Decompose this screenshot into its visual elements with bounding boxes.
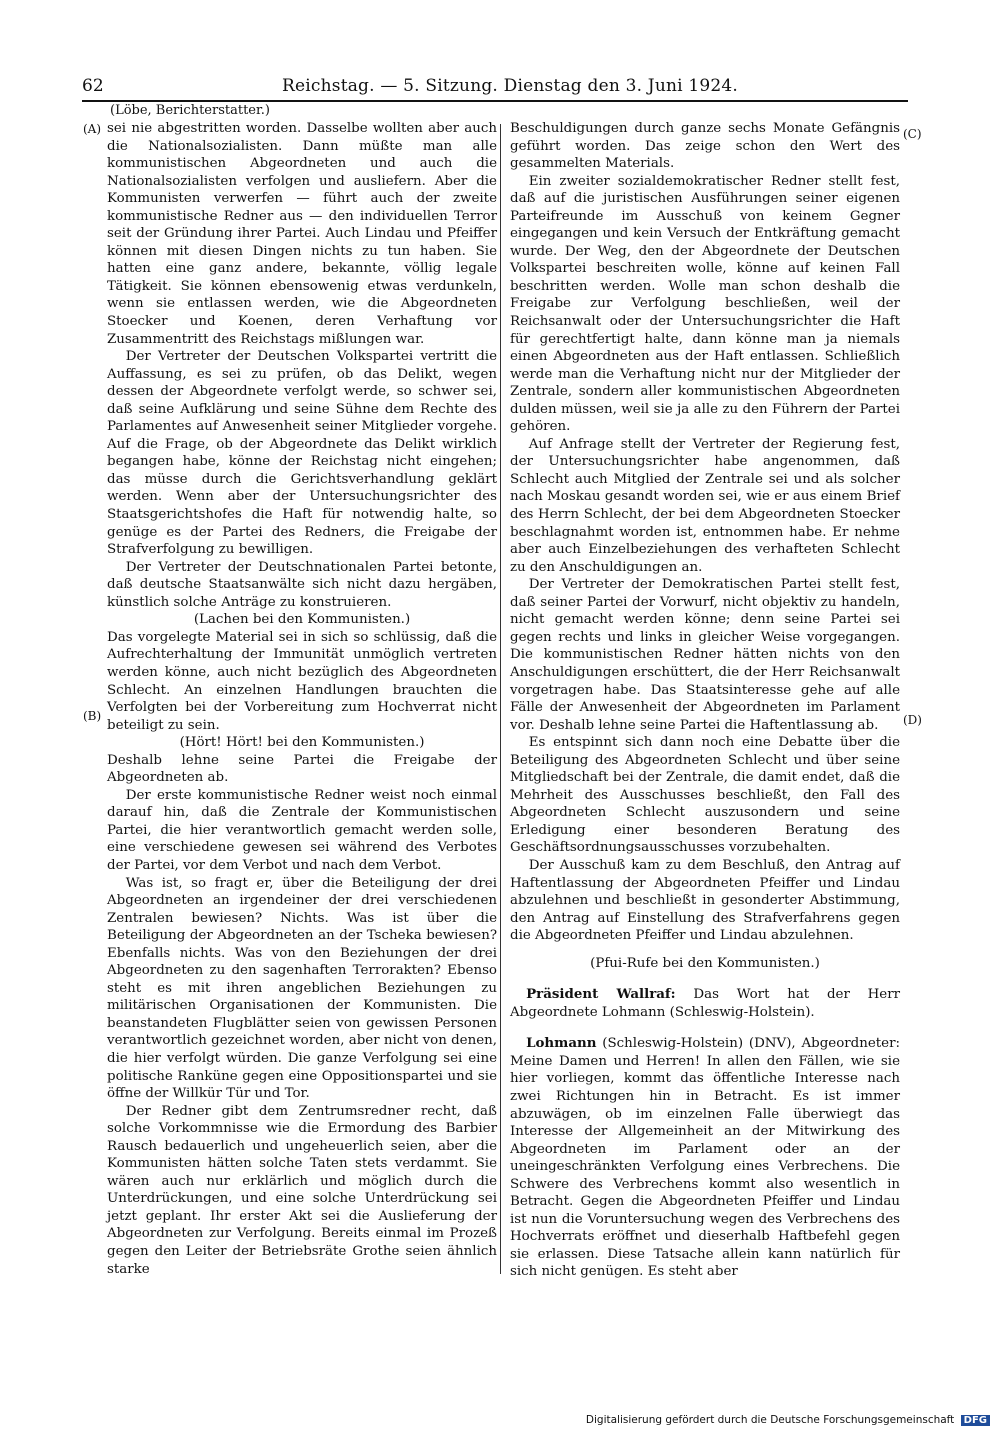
speaker-name: Lohmann xyxy=(526,1035,597,1052)
margin-marker-d: (D) xyxy=(903,713,922,727)
interjection: (Lachen bei den Kommunisten.) xyxy=(193,612,411,628)
paragraph: Der Ausschuß kam zu dem Beschluß, den Antrag auf Haftentlassung der Abgeordneten Pfeiffer und Lindau abzulehnen und beschließt in gesonderter Abstimmung, den Antrag auf Einstellung des Strafverfahrens gegen die Abgeordneten Pfeiffer und Lindau abzulehnen. xyxy=(510,857,900,944)
paragraph: Der Vertreter der Deutschnationalen Partei betonte, daß deutsche Staatsanwälte sich nicht dazu hergäben, künstlich solche Anträge zu konstruieren. xyxy=(107,559,497,610)
paragraph: Deshalb lehne seine Partei die Freigabe der Abgeordneten ab. xyxy=(107,752,497,786)
page-header xyxy=(82,76,908,100)
right-column xyxy=(510,120,900,1281)
speech-text: (Schleswig-Holstein) (DNV), Abgeordneter: Meine Damen und Herren! In allen den Fällen, wie sie hier vorliegen, kommt das öffentliche Interesse nach zwei Richtungen hin in Betracht. Es ist immer abzuwägen, ob im einzelnen Falle überwiegt das Interesse der Allgemeinheit an der Mitwirkung des Abgeordneten im Parlament oder an der uneingeschränkten Verfolgung eines Verbrechens. Die Schwere des Verbrechens kommt also wesentlich in Betracht. Gegen die Abgeordneten Pfeiffer und Lindau ist nun die Voruntersuchung wegen des Verbrechens des Hochverrats eröffnet und dieserhalb Haftbefehl gegen sie erlassen. Diese Tatsache allein kann natürlich für sich nicht genügen. Es steht aber xyxy=(510,1036,900,1280)
margin-marker-c: (C) xyxy=(903,127,922,141)
speech-start xyxy=(510,1035,900,1281)
paragraph: Der Redner gibt dem Zentrumsredner recht, daß solche Vorkommnisse wie die Ermordung des Barbier Rausch bedauerlich und ungeheuerlich seien, aber die Kommunisten hätten solche Taten stets verdammt. Sie wären auch nur erklärlich und möglich durch die Unterdrückungen, und eine solche Unterdrückung sei jetzt geplant. Ihr erster Akt sei die Auslieferung der Abgeordneten zur Verfolgung. Bereits einmal im Prozeß gegen den Leiter der Betriebsräte Grothe seien ähnlich starke xyxy=(107,1103,497,1277)
president-name: Präsident Wallraf: xyxy=(526,986,676,1003)
interjection: (Hört! Hört! bei den Kommunisten.) xyxy=(179,735,425,751)
paragraph: Was ist, so fragt er, über die Beteiligung der drei Abgeordneten an irgendeiner der drei verschiedenen Zentralen bewiesen? Nichts. Was ist über die Beteiligung der Abgeordneten an der Tscheka bewiesen? Ebenfalls nichts. Was von den Beziehungen der drei Abgeordneten zu den sagenhaften Terrorakten? Ebenso steht es mit ihren angeblichen Beziehungen zu militärischen Organisationen der Kommunisten. Die beanstandeten Flugblätter seien von gewissen Personen verantwortlich gezeichnet worden, aber nicht von denen, die hier verfolgt würden. Die ganze Verfolgung sei eine politische Ranküne gegen eine Oppositionspartei und sie öffne der Willkür Tür und Tor. xyxy=(107,875,497,1102)
paragraph: Auf Anfrage stellt der Vertreter der Regierung fest, der Untersuchungsrichter habe angenommen, daß Schlecht auch Mitglied der Zentrale sei und als solcher nach Moskau gesandt worden sei, wie er aus einem Brief des Herrn Schlecht, der bei dem Abgeordneten Stoecker beschlagnahmt worden ist, entnommen habe. Er nehme aber auch Einzelbeziehungen des verhafteten Schlecht zu den Anschuldigungen an. xyxy=(510,436,900,575)
paragraph: Der erste kommunistische Redner weist noch einmal darauf hin, daß die Zentrale der Kommunistischen Partei, die hier verantwortlich gemacht werden solle, eine verschiedene gewesen sei während des Verbotes der Partei, vor dem Verbot und nach dem Verbot. xyxy=(107,787,497,873)
speaker-note: (Löbe, Berichterstatter.) xyxy=(110,103,270,118)
paragraph: Es entspinnt sich dann noch eine Debatte über die Beteiligung des Abgeordneten Schlecht und über seine Mitgliedschaft bei der Zentrale, die damit endet, daß die Mehrheit des Ausschusses beschließt, den Fall des Abgeordneten Schlecht auszusondern und seine Erledigung einer besonderen Beratung des Geschäftsordnungsausschusses vorzubehalten. xyxy=(510,735,900,856)
paragraph: Das vorgelegte Material sei in sich so schlüssig, daß die Aufrechterhaltung der Immunität unmöglich vertreten werden könne, auch nicht bezüglich des Abgeordneten Schlecht. An einzelnen Handlungen brauchten die Verfolgten bei der Vorbereitung zum Hochverrat nicht beteiligt zu sein. xyxy=(107,629,497,733)
footer xyxy=(586,1414,990,1426)
left-column xyxy=(107,120,497,1278)
header-rule xyxy=(82,100,908,102)
president-statement xyxy=(510,986,900,1021)
president-text: Das Wort hat der Herr Abgeordnete Lohmann (Schleswig-Holstein). xyxy=(510,987,901,1020)
dfg-logo: DFG xyxy=(961,1415,990,1426)
margin-marker-b: (B) xyxy=(83,709,102,723)
paragraph: Der Vertreter der Deutschen Volkspartei vertritt die Auffassung, es sei zu prüfen, ob das Delikt, wegen dessen der Abgeordnete verfolgt werde, so schwer sei, daß seine Aufklärung und seine Sühne dem Rechte des Parlamentes auf Anwesenheit seiner Mitglieder vorgehe. Auf die Frage, ob der Abgeordnete das Delikt wirklich begangen habe, könne der Reichstag nicht eingehen; das müsse durch die Gerichtsverhandlung geklärt werden. Wenn aber der Untersuchungsrichter des Staatsgerichtshofes die Haft für notwendig halte, so genüge es der Partei des Redners, die Freigabe der Strafverfolgung zu bewilligen. xyxy=(107,349,497,558)
footer-text: Digitalisierung gefördert durch die Deutsche Forschungsgemeinschaft xyxy=(585,1414,955,1426)
running-title: Reichstag. — 5. Sitzung. Dienstag den 3. Juni 1924. xyxy=(282,76,739,96)
paragraph: Der Vertreter der Demokratischen Partei stellt fest, daß seiner Partei der Vorwurf, nicht objektiv zu handeln, nicht gemacht werden könne; denn seine Partei sei gegen rechts und links in gleicher Weise vorgegangen. Die kommunistischen Redner hätten nichts von den Anschuldigungen erschüttert, die der Herr Reichsanwalt vorgetragen habe. Das Staatsinteresse gehe auf alle Fälle der Anwesenheit der Abgeordneten im Parlament vor. Deshalb lehne seine Partei die Haftentlassung ab. xyxy=(510,577,900,733)
margin-marker-a: (A) xyxy=(83,122,102,136)
column-divider xyxy=(500,124,501,1274)
interjection: (Pfui-Rufe bei den Kommunisten.) xyxy=(590,955,820,971)
page-number: 62 xyxy=(82,76,104,96)
paragraph: Beschuldigungen durch ganze sechs Monate Gefängnis geführt worden. Das zeige schon den Wert des gesammelten Materials. xyxy=(510,121,900,172)
paragraph: sei nie abgestritten worden. Dasselbe wollten aber auch die Nationalsozialisten. Dann müßte man alle kommunistischen Abgeordneten und auch die Nationalsozialisten verfolgen und ausliefern. Aber die Kommunisten verwerfen — führt auch der zweite kommunistische Redner aus — den individuellen Terror seit der Gründung ihrer Partei. Auch Lindau und Pfeiffer können mit diesen Dingen nichts zu tun haben. Sie hatten eine ganz andere, bekannte, völlig legale Tätigkeit. Sie können ebensowenig etwas verdunkeln, wenn sie entlassen werden, wie die Abgeordneten Stoecker und Koenen, deren Verhaftung vor Zusammentritt des Reichstags mißlungen war. xyxy=(107,121,497,347)
paragraph: Ein zweiter sozialdemokratischer Redner stellt fest, daß auf die juristischen Ausführungen seiner eigenen Parteifreunde im Ausschuß von keinem Gegner eingegangen und kein Versuch der Entkräftung gemacht wurde. Der Weg, den der Abgeordnete der Deutschen Volkspartei beschreiten wolle, könne auf keinen Fall beschritten werden. Wolle man schon deshalb die Freigabe zur Verfolgung beschließen, weil der Reichsanwalt oder der Untersuchungsrichter die Haft für gerechtfertigt halte, dann könne man ja niemals einen Abgeordneten aus der Haft entlassen. Schließlich werde man die Verhaftung nicht nur der Mitglieder der Zentrale, sondern aller kommunistischen Abgeordneten dulden müssen, weil sie ja alle zu den Führern der Partei gehören. xyxy=(510,173,900,435)
